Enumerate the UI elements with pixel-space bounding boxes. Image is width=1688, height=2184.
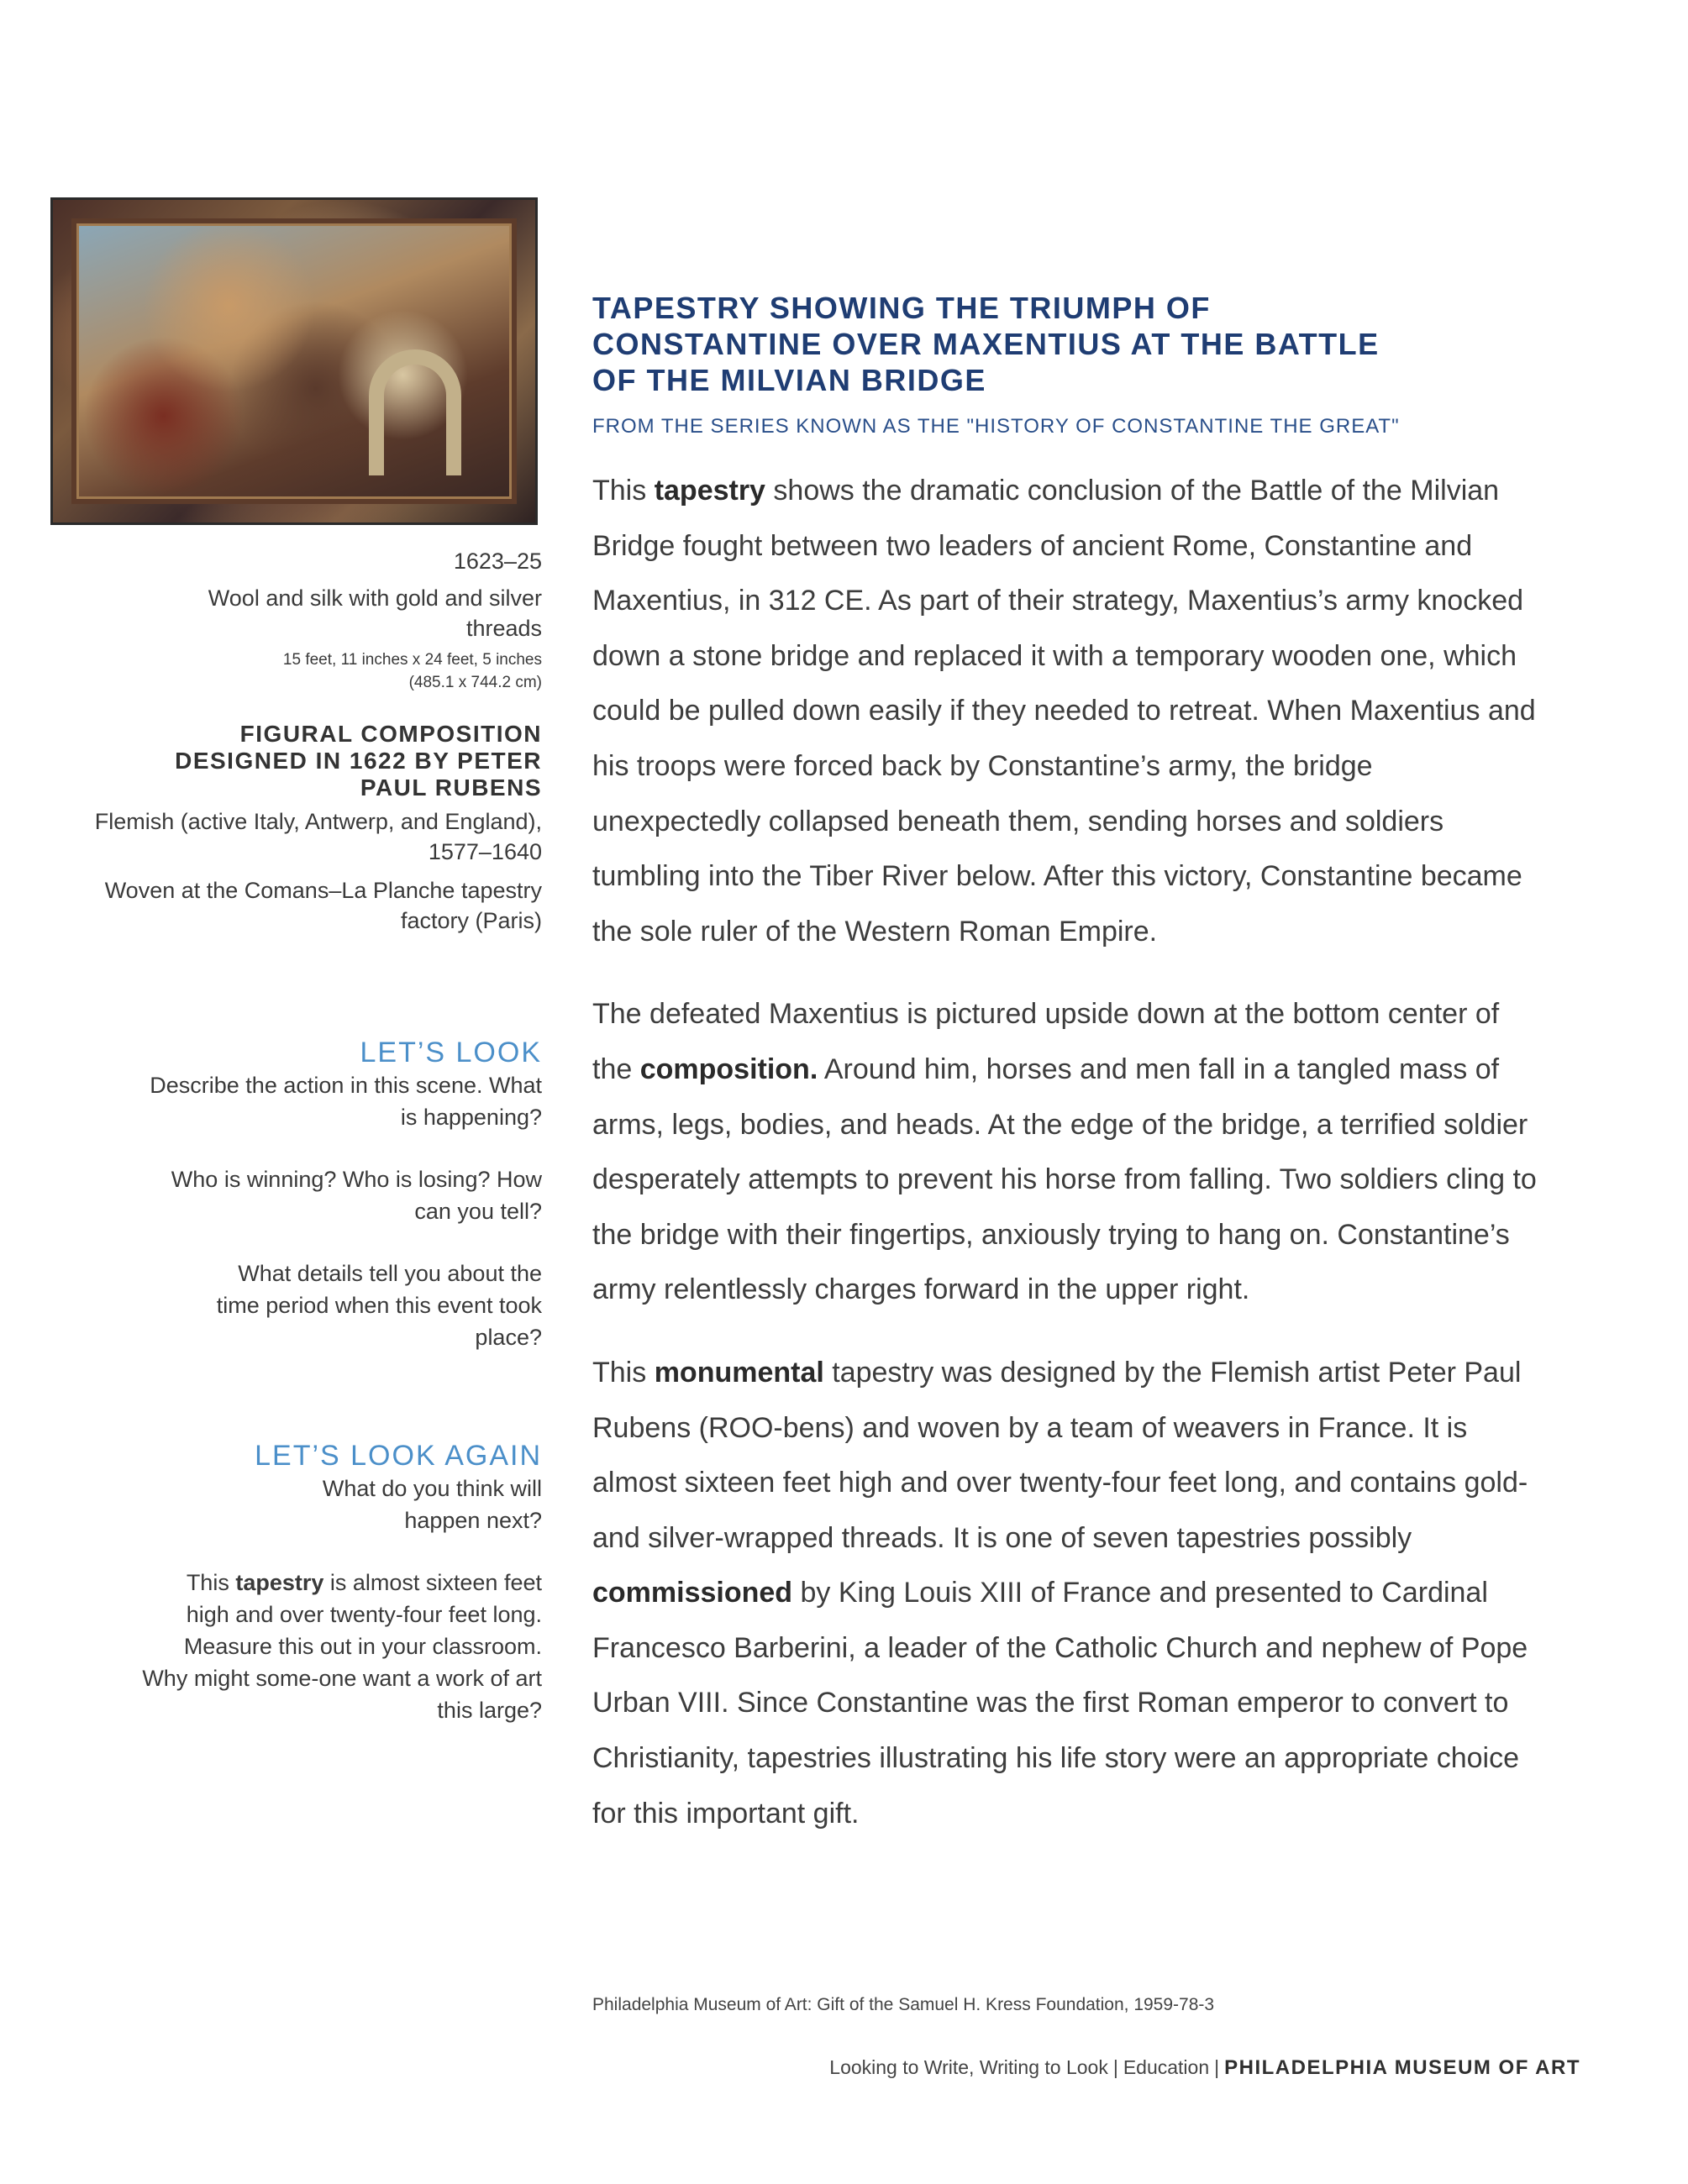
paragraph-text: by King Louis XIII of France and presented to Cardinal Francesco Barberini, a leader of the Catholic Church and nephew of Pope Urban VIII. Since Constantine was the first Roman emperor to convert to Christianity, tapestries illustrating his life story were an appropriate choice for this important gift. [592, 1577, 1528, 1830]
artwork-sidebar [50, 197, 546, 936]
designer-bio: Flemish (active Italy, Antwerp, and England), 1577–1640 [94, 809, 542, 864]
paragraph-text: This [592, 1356, 655, 1389]
vocab-tapestry: tapestry [235, 1570, 324, 1595]
paragraph-text: tapestry was designed by the Flemish artist Peter Paul Rubens (ROO-bens) and woven by a team of weavers in France. It is almost sixteen feet high and over twenty-four feet long, and contains gold- and silver-wrapped threads. It is one of seven tapestries possibly [592, 1356, 1528, 1554]
lets-look-again-heading: LET’S LOOK AGAIN [255, 1440, 542, 1472]
vocab-composition: composition. [639, 1053, 818, 1085]
lets-look-question: What details tell you about the time period when this event took place? [216, 1261, 542, 1350]
lets-look-question: Who is winning? Who is losing? How can you tell? [171, 1167, 542, 1224]
dimensions-imperial: 15 feet, 11 inches x 24 feet, 5 inches [282, 651, 542, 669]
footer-separator: | [1112, 2056, 1118, 2078]
artwork-dimensions [189, 648, 542, 694]
lets-look-again-question: What do you think will happen next? [322, 1476, 542, 1533]
page-footer [829, 2056, 1580, 2080]
question-text: is almost sixteen feet high and over twenty-four feet long. Measure this out in your classroom. Why might some-one want a work of art this large? [142, 1570, 542, 1723]
artwork-caption [50, 549, 542, 936]
artwork-date: 1623–25 [453, 549, 542, 574]
page-title: TAPESTRY SHOWING THE TRIUMPH OF CONSTANTINE OVER MAXENTIUS AT THE BATTLE OF THE MILVIAN BRIDGE [592, 291, 1380, 397]
footer-program: Looking to Write, Writing to Look [829, 2056, 1108, 2078]
dimensions-metric: (485.1 x 744.2 cm) [408, 674, 542, 691]
tapestry-image [50, 197, 538, 525]
vocab-tapestry: tapestry [654, 475, 765, 507]
lets-look-heading: LET’S LOOK [360, 1037, 542, 1068]
lets-look-again-question [139, 1567, 542, 1726]
vocab-monumental: monumental [654, 1356, 824, 1389]
lets-look-question: Describe the action in this scene. What is happening? [150, 1073, 542, 1130]
page-subtitle: FROM THE SERIES KNOWN AS THE "HISTORY OF CONSTANTINE THE GREAT" [592, 415, 1400, 438]
question-text: This [186, 1570, 236, 1595]
paragraph-text: This [592, 475, 655, 507]
body-paragraph [592, 464, 1542, 959]
paragraph-text: Around him, horses and men fall in a tangled mass of arms, legs, bodies, and heads. At the edge of the bridge, a terrified soldier desperately attempts to prevent his horse from falling. Two soldiers cling to the bridge with their fingertips, anxiously trying to hang on. Constantine’s army relentlessly charges forward in the upper right. [592, 1053, 1537, 1306]
tapestry-scene [71, 218, 517, 504]
artwork-medium: Wool and silk with gold and silver threads [208, 585, 542, 641]
footer-separator: | [1214, 2056, 1220, 2078]
designer-heading: FIGURAL COMPOSITION DESIGNED IN 1622 BY PETER PAUL RUBENS [175, 721, 542, 801]
body-paragraph [592, 1346, 1542, 1841]
bridge-arch [369, 349, 461, 475]
credit-line: Philadelphia Museum of Art: Gift of the Samuel H. Kress Foundation, 1959-78-3 [592, 1995, 1215, 2014]
paragraph-text: shows the dramatic conclusion of the Battle of the Milvian Bridge fought between two leaders of ancient Rome, Constantine and Maxentius, in 312 CE. As part of their strategy, Maxentius’s army knocked down a stone bridge and replaced it with a temporary wooden one, which could be pulled down easily if they needed to retreat. When Maxentius and his troops were forced back by Constantine’s army, the bridge unexpectedly collapsed beneath them, sending horses and soldiers tumbling into the Tiber River below. After this victory, Constantine became the sole ruler of the Western Roman Empire. [592, 475, 1536, 948]
footer-museum-name: PHILADELPHIA MUSEUM OF ART [1224, 2056, 1580, 2079]
paragraph-text: The defeated Maxentius is pictured upside down at the bottom center of the [592, 998, 1500, 1085]
lets-look-section [50, 1036, 542, 1353]
woven-at: Woven at the Comans–La Planche tapestry factory (Paris) [104, 878, 542, 933]
main-content [592, 290, 1559, 1841]
footer-department: Education [1123, 2056, 1210, 2078]
body-paragraph [592, 987, 1542, 1318]
vocab-commissioned: commissioned [592, 1577, 793, 1609]
lets-look-again-section [50, 1439, 542, 1726]
